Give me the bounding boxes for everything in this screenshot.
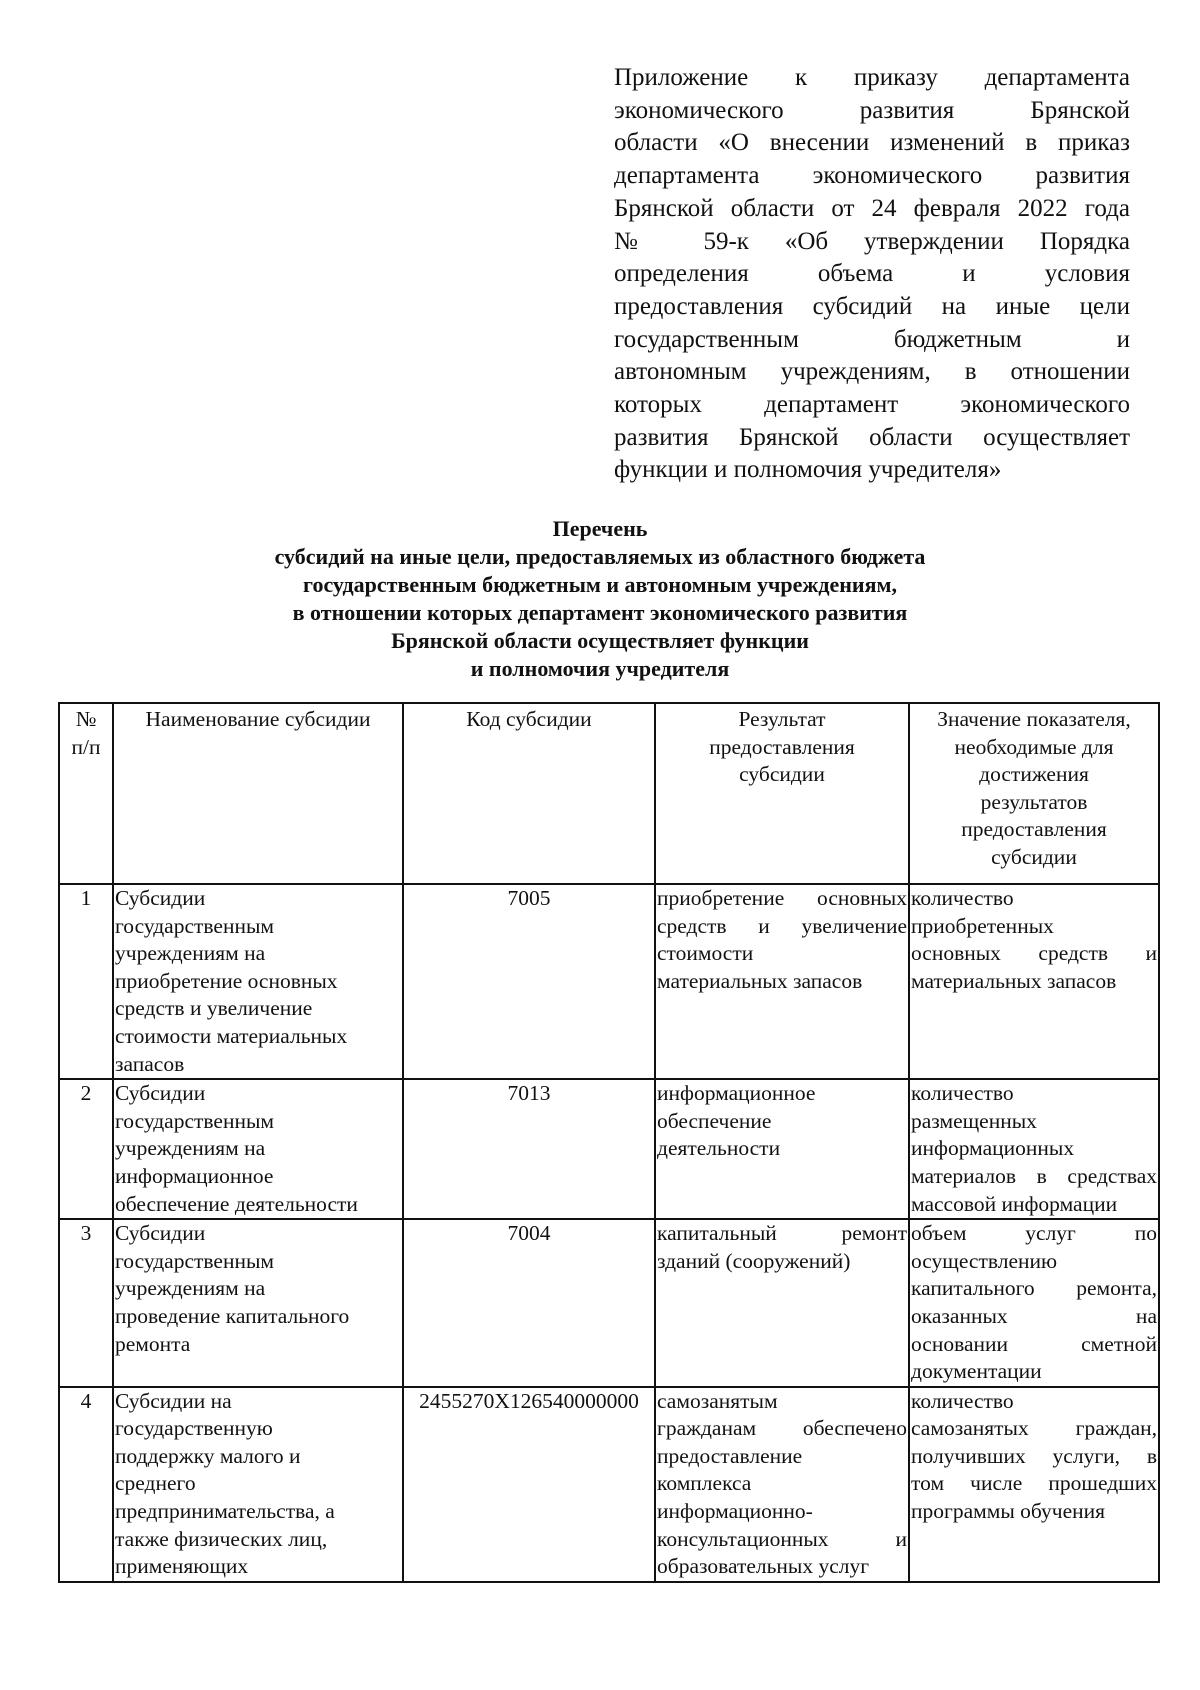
indicator-line: программы обучения [911,1499,1106,1524]
result-line: обеспечение [657,1108,772,1133]
indicator-line: основании сметной [911,1331,1157,1356]
header-number [59,703,113,884]
indicator-value [909,1079,1159,1219]
header-line: Код субсидии [466,707,592,731]
row-number: 1 [59,884,113,1079]
name-line: государственным [115,1248,275,1273]
result-line: стоимости [657,941,754,966]
subsidy-code: 7013 [403,1079,655,1219]
row-number: 2 [59,1079,113,1219]
result-line: деятельности [657,1136,781,1161]
name-line: государственным [115,913,275,938]
result-line: зданий (сооружений) [657,1248,851,1273]
table-row [59,884,1159,1079]
result-line: комплекса [657,1471,752,1496]
header-line: Результат [738,707,826,731]
name-line: стоимости материальных [115,1023,348,1048]
name-line: также физических лиц, [115,1526,328,1551]
document-title [150,515,1050,683]
result-line: самозанятым [657,1388,778,1413]
annex-line: которых департамент экономического [614,391,1130,419]
subsidy-result [655,884,909,1079]
annex-line: Приложение к приказу департамента [614,64,1130,91]
header-line: результатов [980,789,1088,814]
indicator-line: материальных запасов [911,968,1117,993]
name-line: Субсидии на [115,1388,232,1413]
header-line: необходимые для [954,734,1114,759]
indicator-line: документации [911,1359,1042,1384]
subsidy-result [655,1387,909,1582]
header-code [403,703,655,884]
table-row [59,1387,1159,1582]
name-line: Субсидии [115,1081,206,1106]
table-body [59,884,1159,1582]
name-line: поддержку малого и [115,1443,301,1468]
subsidy-code: 7005 [403,884,655,1079]
indicator-line: оказанных на [911,1303,1157,1328]
result-line: консультационных и [657,1526,907,1551]
name-line: среднего [115,1471,196,1496]
result-line: информационно- [657,1499,813,1524]
header-line: достижения [979,762,1089,787]
annex-line: определения объема и условия [614,260,1130,288]
subsidy-name [113,884,403,1079]
title-line: субсидий на иные цели, предоставляемых из областного бюджета [274,544,926,569]
header-line: № [75,707,97,731]
subsidy-code: 2455270X126540000000 [403,1387,655,1582]
annex-line: государственным бюджетным и [614,325,1130,353]
header-line: субсидии [991,844,1077,869]
subsidy-name [113,1219,403,1387]
row-number: 4 [59,1387,113,1582]
annex-line: автономным учреждениям, в отношении [614,358,1130,386]
indicator-value [909,1219,1159,1387]
indicator-line: том числе прошедших [911,1471,1157,1496]
header-line: Значение показателя, [937,707,1131,731]
name-line: применяющих [115,1554,249,1579]
name-line: обеспечение деятельности [115,1191,358,1216]
header-indicator [909,703,1159,884]
header-line: предоставления [961,817,1107,842]
result-line: информационное [657,1081,816,1106]
title-line: Брянской области осуществляет функции [391,628,809,653]
indicator-value [909,884,1159,1079]
annex-line: № 59-к «Об утверждении Порядка [614,227,1130,255]
annex-line: функции и полномочия учредителя» [614,456,1002,484]
indicator-line: информационных [911,1136,1075,1161]
indicator-value [909,1387,1159,1582]
name-line: приобретение основных [115,968,338,993]
result-line: образовательных услуг [657,1554,870,1579]
name-line: информационное [115,1163,274,1188]
name-line: Субсидии [115,886,206,910]
indicator-line: получивших услуги, в [911,1443,1157,1468]
header-line: предоставления [709,734,855,759]
annex-line: предоставления субсидий на иные цели [614,292,1130,320]
result-line: гражданам обеспечено [657,1416,907,1441]
header-name [113,703,403,884]
subsidy-result [655,1219,909,1387]
name-line: государственным [115,1108,275,1133]
title-line: в отношении которых департамент экономического развития [292,600,908,625]
name-line: запасов [115,1051,185,1076]
title-line: Перечень [552,516,648,541]
annex-line: развития Брянской области осуществляет [614,423,1130,451]
name-line: учреждениям на [115,941,266,966]
subsidy-result [655,1079,909,1219]
subsidy-code: 7004 [403,1219,655,1387]
indicator-line: основных средств и [911,941,1157,966]
annex-line: области «О внесении изменений в приказ [614,129,1130,157]
result-line: предоставление [657,1443,803,1468]
table-row [59,1219,1159,1387]
annex-line: Брянской области от 24 февраля 2022 года [614,194,1130,222]
row-number: 3 [59,1219,113,1387]
table-row [59,1079,1159,1219]
indicator-line: количество [911,886,1014,910]
header-result [655,703,909,884]
indicator-line: массовой информации [911,1191,1118,1216]
result-line: капитальный ремонт [657,1221,907,1246]
name-line: ремонта [115,1331,191,1356]
header-line: п/п [71,734,101,759]
name-line: Субсидии [115,1221,206,1246]
name-line: учреждениям на [115,1276,266,1301]
indicator-line: размещенных [911,1108,1037,1133]
header-line: Наименование субсидии [145,707,371,731]
subsidy-name [113,1387,403,1582]
indicator-line: материалов в средствах [911,1163,1157,1188]
title-line: и полномочия учредителя [470,656,730,681]
indicator-line: приобретенных [911,913,1054,938]
table-header-row [59,703,1159,884]
indicator-line: капитального ремонта, [911,1276,1157,1301]
header-line: субсидии [739,762,825,787]
name-line: государственную [115,1416,273,1441]
annex-line: экономического развития Брянской [614,96,1130,124]
subsidy-name [113,1079,403,1219]
name-line: предпринимательства, а [115,1499,335,1524]
annex-line: департамента экономического развития [614,162,1130,190]
indicator-line: количество [911,1081,1014,1106]
indicator-line: объем услуг по [911,1221,1157,1246]
subsidies-table [58,702,1160,1583]
annex-header [614,62,1130,487]
result-line: материальных запасов [657,968,863,993]
title-line: государственным бюджетным и автономным учреждениям, [303,572,897,597]
indicator-line: осуществлению [911,1248,1058,1273]
result-line: средств и увеличение [657,913,907,938]
result-line: приобретение основных [657,886,907,910]
name-line: учреждениям на [115,1136,266,1161]
indicator-line: самозанятых граждан, [911,1416,1157,1441]
indicator-line: количество [911,1388,1014,1413]
name-line: проведение капитального [115,1303,350,1328]
name-line: средств и увеличение [115,996,313,1021]
